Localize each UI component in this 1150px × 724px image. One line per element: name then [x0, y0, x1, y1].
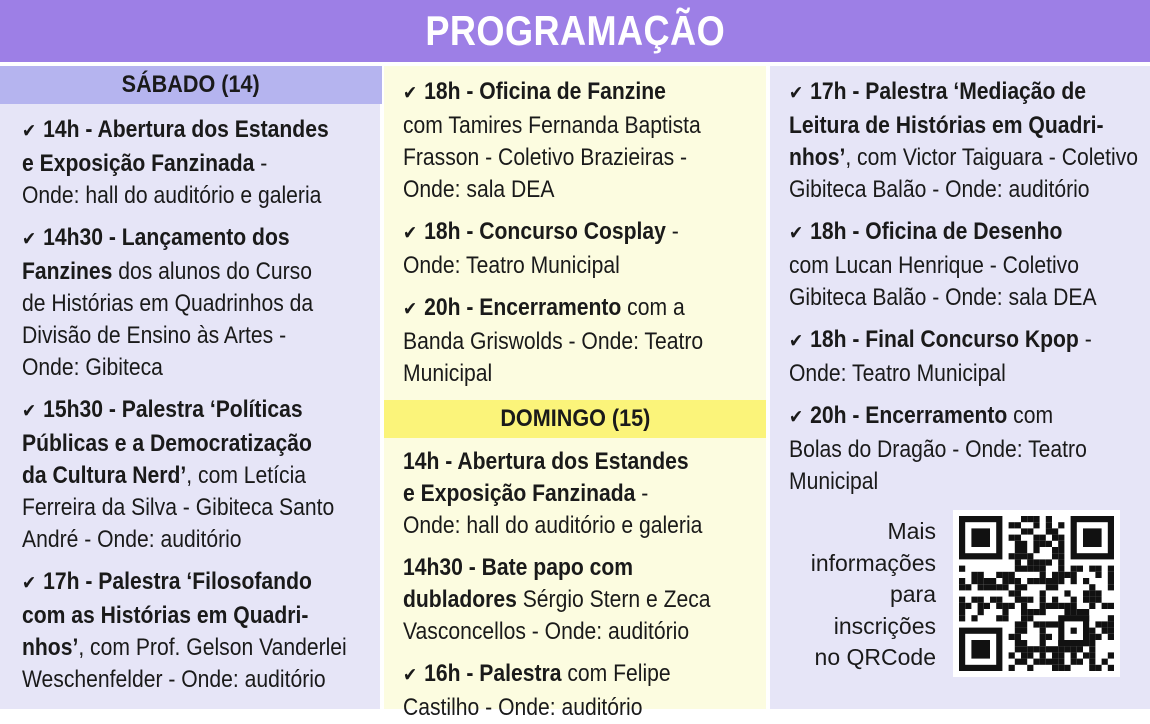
event-title-text: dubladores — [403, 586, 517, 613]
schedule-line — [789, 358, 1141, 390]
check-icon: ✔ — [403, 83, 418, 104]
schedule-line — [22, 566, 374, 600]
schedule-item — [22, 566, 374, 696]
event-detail-text: com Lucan Henrique - Coletivo — [789, 252, 1079, 279]
event-title-text: 18h - Concurso Cosplay — [424, 218, 666, 245]
event-title-text: 14h30 - Lançamento dos — [43, 224, 290, 251]
event-title-text: nhos’ — [789, 144, 846, 171]
schedule-line — [403, 584, 755, 616]
page-title: PROGRAMAÇÃO — [425, 7, 725, 54]
check-icon: ✔ — [789, 331, 804, 352]
schedule-line — [22, 632, 374, 664]
event-detail-text: - — [665, 218, 679, 245]
event-title-text: e Exposição Fanzinada — [22, 150, 255, 177]
event-title-text: da Cultura Nerd’ — [22, 462, 187, 489]
saturday-heading: SÁBADO (14) — [0, 66, 382, 104]
schedule-line — [403, 692, 755, 724]
schedule-item — [403, 446, 755, 542]
event-detail-text: Banda Griswolds - Onde: Teatro — [403, 328, 704, 355]
event-title-text: 17h - Palestra ‘Filosofando — [43, 568, 312, 595]
event-detail-text: Divisão de Ensino às Artes - — [22, 322, 287, 349]
event-title-text: 18h - Oficina de Desenho — [810, 218, 1063, 245]
event-title-text: 14h30 - Bate papo com — [403, 554, 634, 581]
event-title-text: e Exposição Fanzinada — [403, 480, 636, 507]
schedule-item — [403, 292, 755, 390]
schedule-line — [403, 446, 755, 478]
header-banner — [0, 0, 1150, 62]
schedule-line — [789, 216, 1141, 250]
schedule-item — [22, 222, 374, 384]
event-title-text: 15h30 - Palestra ‘Políticas — [43, 396, 303, 423]
schedule-line — [789, 142, 1141, 174]
event-title-text: 20h - Encerramento — [810, 402, 1008, 429]
schedule-line — [22, 394, 374, 428]
schedule-item — [789, 216, 1141, 314]
schedule-line — [22, 320, 374, 352]
column-saturday — [0, 66, 380, 709]
schedule-item — [403, 552, 755, 648]
schedule-line — [403, 552, 755, 584]
check-icon: ✔ — [403, 223, 418, 244]
check-icon: ✔ — [789, 407, 804, 428]
schedule-line — [22, 664, 374, 696]
event-detail-text: , com Victor Taiguara - Coletivo — [845, 144, 1139, 171]
event-detail-text: Gibiteca Balão - Onde: auditório — [789, 176, 1090, 203]
sunday-list — [403, 446, 766, 724]
schedule-item — [403, 216, 755, 282]
schedule-line — [403, 478, 755, 510]
schedule-line — [789, 174, 1141, 206]
event-detail-text: Onde: Teatro Municipal — [403, 252, 620, 279]
event-detail-text: com Felipe — [561, 660, 671, 687]
event-detail-text: Municipal — [789, 468, 879, 495]
event-detail-text: Onde: sala DEA — [403, 176, 555, 203]
check-icon: ✔ — [403, 299, 418, 320]
schedule-line — [22, 222, 374, 256]
event-title-text: Fanzines — [22, 258, 113, 285]
schedule-line — [22, 256, 374, 288]
sunday-list-continued — [789, 76, 1150, 498]
event-detail-text: - — [1078, 326, 1092, 353]
event-detail-text: com Tamires Fernanda Baptista — [403, 112, 701, 139]
event-title-text: nhos’ — [22, 634, 79, 661]
event-detail-text: Ferreira da Silva - Gibiteca Santo — [22, 494, 335, 521]
schedule-line — [403, 174, 755, 206]
schedule-line — [403, 658, 755, 692]
event-detail-text: dos alunos do Curso — [112, 258, 312, 285]
qr-code-graphic — [953, 510, 1120, 677]
event-detail-text: Onde: Gibiteca — [22, 354, 163, 381]
schedule-line — [22, 180, 374, 212]
event-detail-text: Onde: hall do auditório e galeria — [403, 512, 703, 539]
event-detail-text: Frasson - Coletivo Brazieiras - — [403, 144, 688, 171]
schedule-line — [22, 148, 374, 180]
event-detail-text: Municipal — [403, 360, 493, 387]
check-icon: ✔ — [789, 223, 804, 244]
check-icon: ✔ — [403, 665, 418, 686]
event-detail-text: de Histórias em Quadrinhos da — [22, 290, 314, 317]
schedule-line — [22, 460, 374, 492]
schedule-item — [789, 76, 1141, 206]
event-title-text: 20h - Encerramento — [424, 294, 622, 321]
event-title-text: Leitura de Histórias em Quadri- — [789, 112, 1104, 139]
schedule-line — [403, 216, 755, 250]
event-detail-text: Weschenfelder - Onde: auditório — [22, 666, 326, 693]
schedule-line — [22, 352, 374, 384]
event-title-text: 16h - Palestra — [424, 660, 562, 687]
schedule-line — [789, 282, 1141, 314]
event-title-text: 17h - Palestra ‘Mediação de — [810, 78, 1086, 105]
saturday-list — [22, 114, 380, 696]
event-detail-text: André - Onde: auditório — [22, 526, 242, 553]
schedule-line — [403, 250, 755, 282]
schedule-line — [789, 400, 1141, 434]
schedule-item — [22, 394, 374, 556]
event-detail-text: , com Letícia — [186, 462, 307, 489]
event-title-text: 14h - Abertura dos Estandes — [43, 116, 329, 143]
schedule-item — [22, 114, 374, 212]
schedule-line — [22, 114, 374, 148]
event-title-text: 18h - Oficina de Fanzine — [424, 78, 666, 105]
event-title-text: 14h - Abertura dos Estandes — [403, 448, 689, 475]
schedule-line — [403, 616, 755, 648]
event-detail-text: Sérgio Stern e Zeca — [516, 586, 711, 613]
schedule-line — [403, 142, 755, 174]
schedule-item — [789, 324, 1141, 390]
schedule-line — [22, 524, 374, 556]
event-detail-text: Vasconcellos - Onde: auditório — [403, 618, 690, 645]
schedule-line — [22, 428, 374, 460]
schedule-line — [403, 292, 755, 326]
schedule-line — [22, 492, 374, 524]
schedule-line — [789, 76, 1141, 110]
check-icon: ✔ — [22, 401, 37, 422]
check-icon: ✔ — [22, 573, 37, 594]
schedule-item — [403, 658, 755, 724]
check-icon: ✔ — [22, 121, 37, 142]
schedule-line — [789, 250, 1141, 282]
event-detail-text: com a — [621, 294, 685, 321]
event-detail-text: Castilho - Onde: auditório — [403, 694, 643, 721]
event-detail-text: Bolas do Dragão - Onde: Teatro — [789, 436, 1087, 463]
schedule-line — [403, 510, 755, 542]
more-info-text: Mais informações para inscrições no QRCode — [810, 518, 936, 670]
sunday-heading: DOMINGO (15) — [384, 400, 766, 438]
check-icon: ✔ — [22, 229, 37, 250]
schedule-line — [403, 358, 755, 390]
schedule-line — [403, 110, 755, 142]
event-detail-text: com — [1007, 402, 1054, 429]
event-detail-text: - — [635, 480, 649, 507]
event-title-text: com as Histórias em Quadri- — [22, 602, 309, 629]
schedule-line — [22, 600, 374, 632]
event-detail-text: Onde: Teatro Municipal — [789, 360, 1006, 387]
schedule-line — [403, 76, 755, 110]
schedule-item — [789, 400, 1141, 498]
event-detail-text: Onde: hall do auditório e galeria — [22, 182, 322, 209]
schedule-line — [403, 326, 755, 358]
event-title-text: Públicas e a Democratização — [22, 430, 312, 457]
event-title-text: 18h - Final Concurso Kpop — [810, 326, 1079, 353]
schedule-line — [789, 110, 1141, 142]
event-detail-text: - — [254, 150, 268, 177]
column-middle — [384, 66, 766, 721]
saturday-list-continued — [403, 76, 766, 390]
schedule-line — [789, 466, 1141, 498]
event-detail-text: Gibiteca Balão - Onde: sala DEA — [789, 284, 1097, 311]
schedule-line — [789, 324, 1141, 358]
check-icon: ✔ — [789, 83, 804, 104]
schedule-item — [403, 76, 755, 206]
schedule-line — [22, 288, 374, 320]
schedule-line — [789, 434, 1141, 466]
event-detail-text: , com Prof. Gelson Vanderlei — [78, 634, 347, 661]
qr-code-icon[interactable] — [953, 510, 1120, 677]
